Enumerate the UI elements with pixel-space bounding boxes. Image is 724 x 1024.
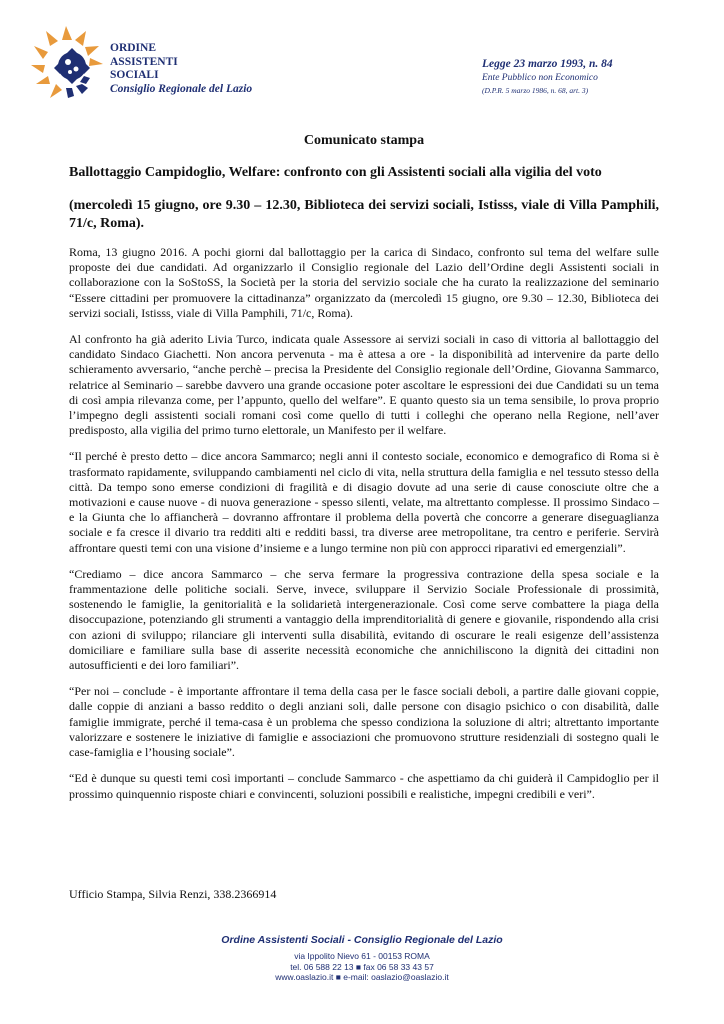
- page-footer: [0, 934, 724, 983]
- press-office-contact: Ufficio Stampa, Silvia Renzi, 338.2366914: [69, 887, 277, 901]
- decree-reference: (D.P.R. 5 marzo 1986, n. 68, art. 3): [482, 86, 589, 95]
- logo-sunburst-icon: [28, 22, 106, 104]
- entity-type: Ente Pubblico non Economico: [482, 73, 598, 83]
- organization-logo: [28, 22, 106, 104]
- org-line-2: ASSISTENTI: [110, 55, 178, 68]
- organization-name: [110, 42, 252, 96]
- paragraph: “Il perché è presto detto – dice ancora Sammarco; negli anni il contesto sociale, economico e demografico di Roma si è trasformato rapidamente, sviluppando cambiamenti nel ciclo di vita, nella struttura della famiglia e nel tessuto stesso della città. Da tempo sono emerse condizioni di fragilità e di disagio dovute ad una serie di cause conosciute oltre che a motivazioni e cause nuove - di nuova generazione - spesso silenti, velate, ma altrettanto complesse. Il prossimo Sindaco – e la Giunta che lo affiancherà – dovranno affrontare il problema della povertà che concorre a generare diseguaglianza sociale e fa cresce il divario tra redditi alti e redditi bassi, tra diverse aree metropolitane, tra centro e periferie. Servirà affrontare questi temi con una visione d’insieme e a lungo termine non più con approcci riparativi ed emergenziali”.: [69, 449, 659, 555]
- paragraph: “Crediamo – dice ancora Sammarco – che serva fermare la progressiva contrazione della spesa sociale e la frammentazione delle politiche sociali. Serve, invece, sviluppare il Servizio Sociale Professionale di prossimità, sostenendo le famiglie, la genitorialità e la solidarietà intergenerazionale. Così come serve combattere la piaga della disoccupazione, potenziando gli strumenti a vantaggio della imprenditorialità di genere e giovanile, rispondendo alla crisi con azioni di sviluppo; rilanciare gli interventi sulla disabilità, evitando di oscurare le reali esigenze dell’assistenza domiciliare e familiare sulla base di asserite necessità economiche che annichiliscono la dignità dei cittadini non autosufficienti e dei loro familiari”.: [69, 566, 659, 673]
- document-heading: Comunicato stampa: [303, 133, 425, 148]
- paragraph: Roma, 13 giugno 2016. A pochi giorni dal ballottaggio per la carica di Sindaco, confronto sul tema del welfare sulle proposte dei due candidati. Ad organizzarlo il Consiglio regionale del Lazio dell’Ordine degli Assistenti sociali in collaborazione con la SoStoSS, la Società per la storia del servizio sociale che ha curato la realizzazione del seminario “Essere cittadini per promuovere la cittadinanza” organizzato da (mercoledì 15 giugno, ore 9.30 – 12.30, Biblioteca dei servizi sociali, Istisss, viale di Villa Pamphili, 71/c, Roma).: [69, 245, 659, 320]
- footer-address: via Ippolito Nievo 61 - 00153 ROMA: [294, 951, 430, 961]
- org-line-3: SOCIALI: [110, 69, 159, 81]
- footer-web: www.oaslazio.it ■ e-mail: oaslazio@oaslazio.it: [275, 972, 449, 982]
- press-release-body: [69, 133, 659, 813]
- paragraph: “Ed è dunque su questi temi così importanti – conclude Sammarco - che aspettiamo da chi guiderà il Campidoglio per il prossimo quinquennio risposte chiari e convincenti, soluzioni possibili e realistiche, impegni credibili e veri”.: [69, 771, 659, 801]
- paragraph: Al confronto ha già aderito Livia Turco, indicata quale Assessore ai servizi sociali in caso di vittoria al ballottaggio del candidato Sindaco Giachetti. Non ancora pervenuta - ma è attesa a ore - la disponibilità ad intervenire da parte dello schieramento avversario, “anche perchè – precisa la Presidente del Consiglio regionale dell’Ordine, Giovanna Sammarco, relatrice al Seminario – sarebbe davvero una grande occasione poter ascoltare le espressioni dei due Candidati su un tema di così ampia rilevanza come, per l’appunto, quello del welfare”. E quanto questo sia un tema sensibile, lo prova proprio l’impegno degli assistenti sociali romani così come quello di tutti i colleghi che operano nella Regione, nell’aver predisposto, alla vigilia del primo turno elettorale, un Manifesto per il welfare.: [69, 332, 659, 438]
- event-details: (mercoledì 15 giugno, ore 9.30 – 12.30, Biblioteca dei servizi sociali, Istisss, viale di Villa Pamphili, 71/c, Roma).: [69, 198, 659, 231]
- legal-info: [482, 58, 642, 95]
- council-name: Consiglio Regionale del Lazio: [110, 82, 253, 95]
- document-title: Ballottaggio Campidoglio, Welfare: confronto con gli Assistenti sociali alla vigilia del voto: [69, 165, 602, 180]
- law-reference: Legge 23 marzo 1993, n. 84: [482, 58, 613, 70]
- footer-contacts: tel. 06 588 22 13 ■ fax 06 58 33 43 57: [290, 961, 434, 972]
- org-line-1: ORDINE: [110, 42, 157, 54]
- paragraph: “Per noi – conclude - è importante affrontare il tema della casa per le fasce sociali deboli, a partire dalle giovani coppie, dalle coppie di anziani a basso reddito o degli anziani soli, dalle persone con disagio psichico o con disabilità, dalle famiglie immigrate, perché il tema-casa è un problema che spesso condiziona la soluzione di altri; altrettanto importante valorizzare e sostenere le iniziative di famiglie e associazioni che promuovono strutture residenziali di sostegno quali le case-famiglia e l’housing sociale”.: [69, 684, 659, 760]
- footer-org: Ordine Assistenti Sociali - Consiglio Regionale del Lazio: [221, 934, 503, 946]
